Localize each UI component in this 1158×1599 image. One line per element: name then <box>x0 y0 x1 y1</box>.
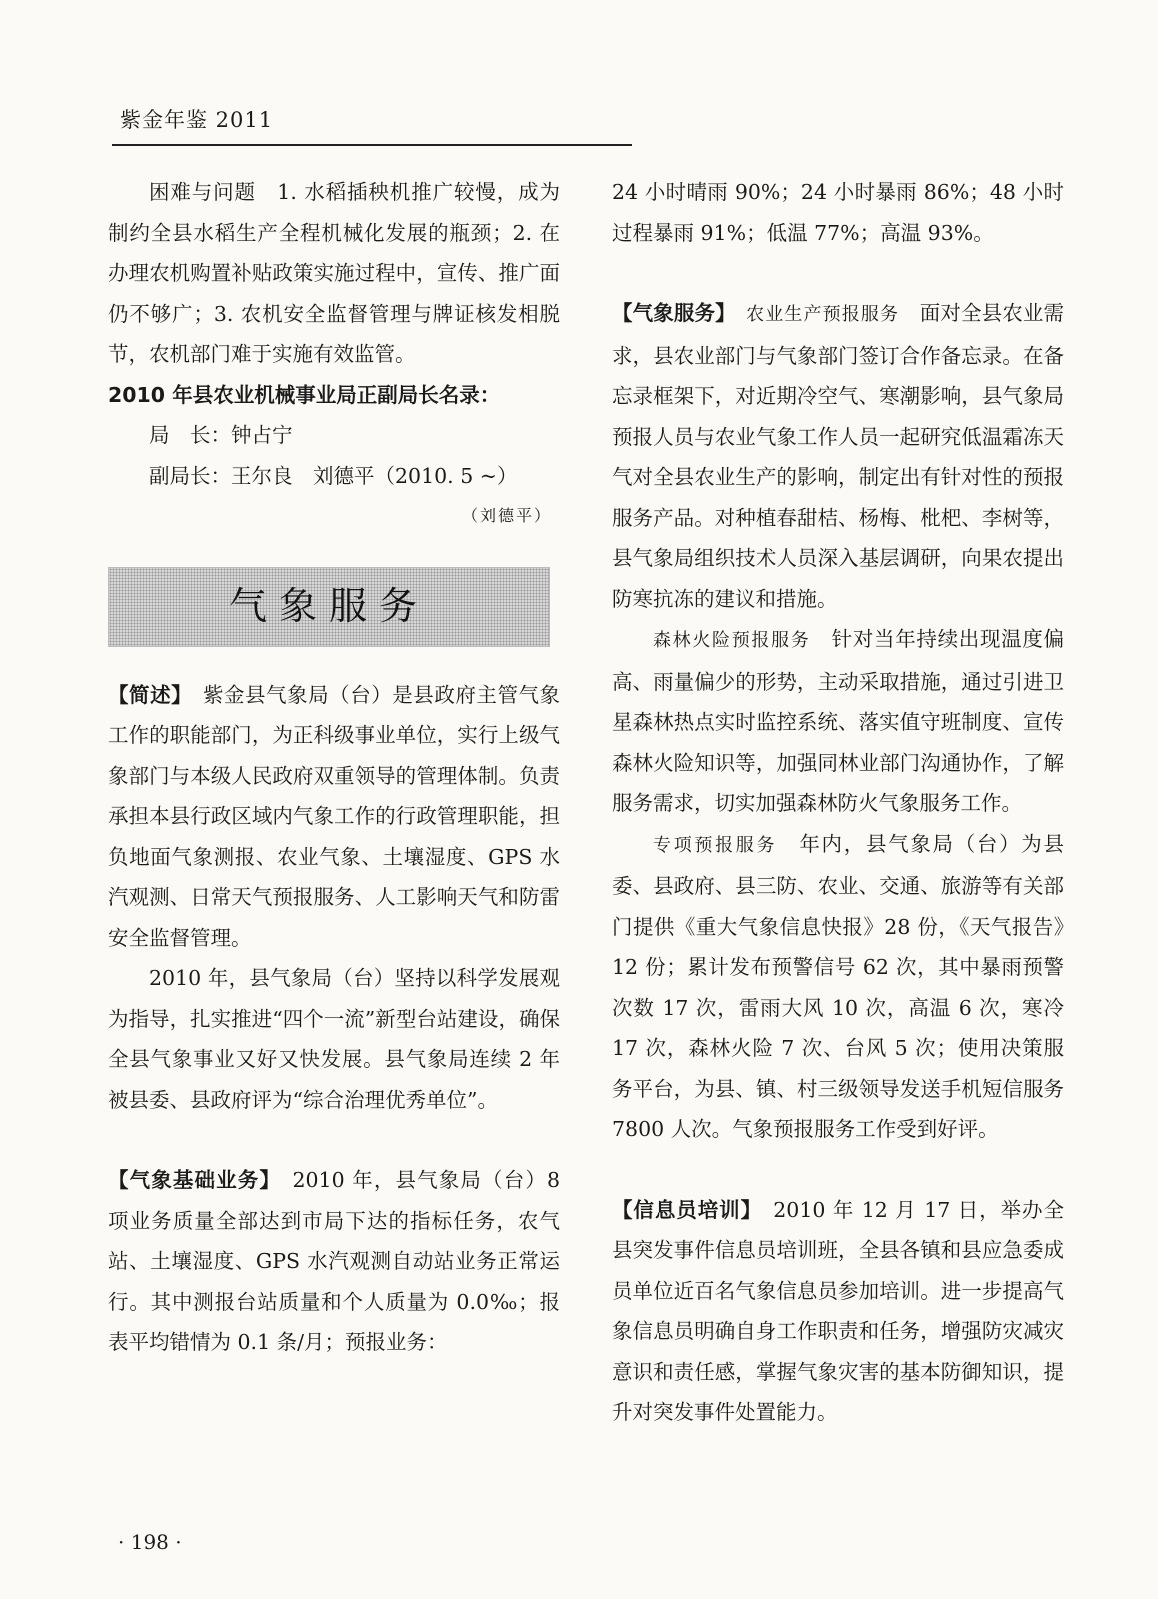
section-banner: 气象服务 <box>108 567 550 647</box>
basic-business-paragraph <box>108 1160 560 1363</box>
forest-fire-lead: 森林火险预报服务 <box>653 630 811 651</box>
author-signature: （刘德平） <box>461 506 552 525</box>
brief-paragraph <box>108 675 560 959</box>
spacer <box>612 1150 1064 1190</box>
spacer <box>612 253 1064 293</box>
basic-business-tag: 【气象基础业务】 <box>108 1168 271 1192</box>
left-column <box>108 172 560 1363</box>
roster-title: 2010 年县农业机械事业局正副局长名录： <box>108 382 501 407</box>
training-text: 2010 年 12 月 17 日，举办全县突发事件信息员培训班，全县各镇和县应急委成员单位近百名气象信息员参加培训。进一步提高气象信息员明确自身工作职责和任务，增强防灾减灾意识和责任感，掌握气象灾害的基本防御知识，提升对突发事件处置能力。 <box>612 1197 1064 1424</box>
brief-text: 紫金县气象局（台）是县政府主管气象工作的职能部门，为正科级事业单位，实行上级气象部门与本级人民政府双重领导的管理体制。负责承担本县行政区域内气象工作的行政管理职能，担负地面气象测报、农业气象、土壤湿度、GPS 水汽观测、日常天气预报服务、人工影响天气和防雷安全监督管理。 <box>108 682 561 950</box>
director-line: 局 长：钟占宁 <box>149 423 293 447</box>
basic-business-text: 2010 年，县气象局（台）8 项业务质量全部达到市局下达的指标任务，农气站、土壤湿度、GPS 水汽观测自动站业务正常运行。其中测报台站质量和个人质量为 0.0‰；报表平均错情为 0.1 条/月；预报业务： <box>108 1168 560 1354</box>
forest-fire-text: 针对当年持续出现温度偏高、雨量偏少的形势，主动采取措施，通过引进卫星森林热点实时监控系统、落实值守班制度、宣传森林火险知识等，加强同林业部门沟通协作，了解服务需求，切实加强森林防火气象服务工作。 <box>612 627 1065 815</box>
brief-tag: 【简述】 <box>108 682 182 707</box>
page-number: · 198 · <box>118 1530 182 1554</box>
training-paragraph <box>612 1190 1064 1433</box>
right-column <box>612 172 1064 1433</box>
spacer <box>108 1120 560 1160</box>
forest-fire-paragraph <box>612 619 1064 824</box>
year-2010-paragraph: 2010 年，县气象局（台）坚持以科学发展观为指导，扎实推进“四个一流”新型台站建设，确保全县气象事业又好又快发展。县气象局连续 2 年被县委、县政府评为“综合治理优秀单位”。 <box>108 966 560 1112</box>
running-header: 紫金年鉴 2011 <box>120 108 274 132</box>
training-tag: 【信息员培训】 <box>612 1197 752 1222</box>
forecast-continuation: 24 小时晴雨 90%；24 小时暴雨 86%；48 小时过程暴雨 91%；低温 77%；高温 93%。 <box>612 180 1064 245</box>
difficulties-paragraph: 困难与问题 1. 水稻插秧机推广较慢，成为制约全县水稻生产全程机械化发展的瓶颈；2. 在办理农机购置补贴政策实施过程中，宣传、推广面仍不够广；3. 农机安全监督管理与牌证核发相脱节，农机部门难于实施有效监管。 <box>108 180 560 366</box>
service-tag: 【气象服务】 <box>612 301 726 325</box>
special-forecast-text: 年内，县气象局（台）为县委、县政府、县三防、农业、交通、旅游等有关部门提供《重大气象信息快报》28 份，《天气报告》12 份；累计发布预警信号 62 次，其中暴雨预警次数 17 次，雷雨大风 10 次，高温 6 次，寒冷 17 次，森林火险 7 次、台风 5 次；使用决策服务平台，为县、镇、村三级领导发送手机短信服务 7800 人次。气象预报服务工作受到好评。 <box>612 831 1065 1141</box>
special-forecast-lead: 专项预报服务 <box>653 834 778 856</box>
header-rule <box>112 144 632 146</box>
meteorological-service-paragraph <box>612 293 1064 619</box>
agri-forecast-lead: 农业生产预报服务 <box>746 304 900 325</box>
agri-forecast-text: 面对全县农业需求，县农业部门与气象部门签订合作备忘录。在备忘录框架下，对近期冷空气、寒潮影响，县气象局预报人员与农业气象工作人员一起研究低温霜冻天气对全县农业生产的影响，制定出有针对性的预报服务产品。对种植春甜桔、杨梅、枇杷、李树等，县气象局组织技术人员深入基层调研，向果农提出防寒抗冻的建议和措施。 <box>612 301 1064 611</box>
deputy-line: 副局长：王尔良 刘德平（2010. 5 ~） <box>149 463 518 488</box>
special-forecast-paragraph <box>612 824 1064 1150</box>
